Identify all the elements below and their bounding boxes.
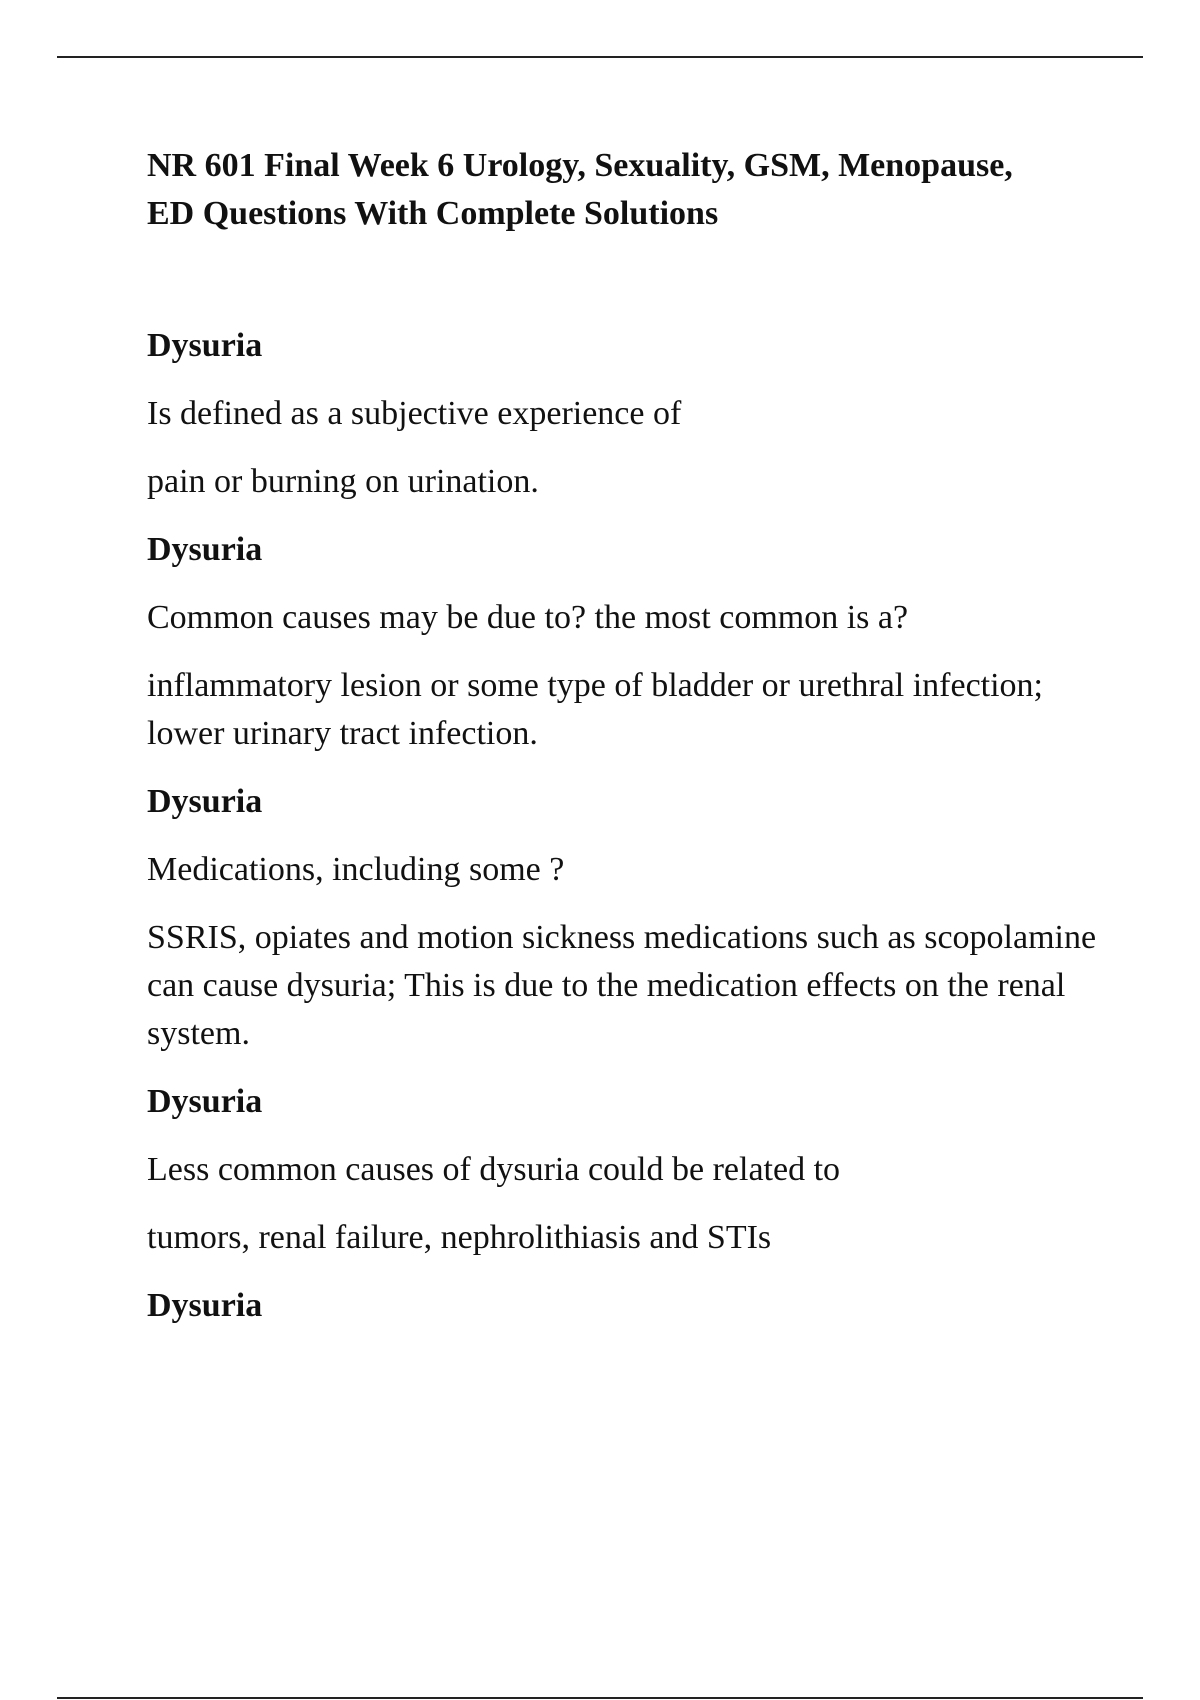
flashcard-list: [147, 322, 1107, 1350]
document-title-line-1: NR 601 Final Week 6 Urology, Sexuality, GSM, Menopause,: [147, 147, 1013, 184]
card-term: Dysuria: [147, 783, 263, 820]
flashcard: [147, 526, 1107, 778]
card-question: Less common causes of dysuria could be related to: [147, 1151, 841, 1188]
bottom-rule: [57, 1697, 1143, 1699]
top-rule: [57, 56, 1143, 58]
flashcard: [147, 778, 1107, 1078]
card-answer: inflammatory lesion or some type of bladder or urethral infection; lower urinary tract infection.: [147, 667, 1044, 752]
card-answer: pain or burning on urination.: [147, 463, 539, 500]
document-title-line-2: ED Questions With Complete Solutions: [147, 195, 719, 232]
card-term: Dysuria: [147, 1287, 263, 1324]
card-term: Dysuria: [147, 327, 263, 364]
document-title: [147, 142, 1107, 238]
card-question: Common causes may be due to? the most common is a?: [147, 599, 909, 636]
card-question: Is defined as a subjective experience of: [147, 395, 682, 432]
flashcard: [147, 1078, 1107, 1282]
card-answer: SSRIS, opiates and motion sickness medications such as scopolamine can cause dysuria; This is due to the medication effects on the renal system.: [147, 919, 1097, 1052]
card-term: Dysuria: [147, 1083, 263, 1120]
card-term: Dysuria: [147, 531, 263, 568]
document-body: [147, 142, 1107, 1350]
card-answer: tumors, renal failure, nephrolithiasis and STIs: [147, 1219, 772, 1256]
card-question: Medications, including some ?: [147, 851, 565, 888]
flashcard: [147, 322, 1107, 526]
flashcard: [147, 1282, 1107, 1350]
